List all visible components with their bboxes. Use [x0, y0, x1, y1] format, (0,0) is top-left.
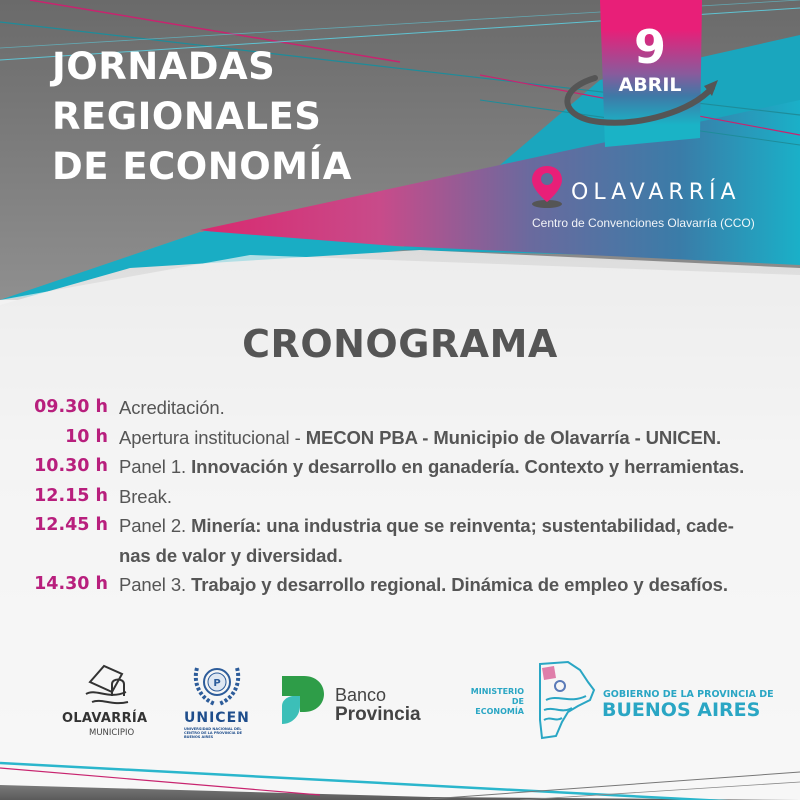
schedule-item — [0, 570, 800, 600]
schedule-description — [108, 452, 788, 482]
schedule-item — [0, 452, 800, 482]
description-bold: nas de valor y diversidad. — [119, 544, 343, 566]
description-bold: Innovación y desarrollo en ganadería. Contexto y herramientas. — [191, 456, 745, 477]
schedule-description — [108, 393, 788, 423]
schedule-time: 14.30 h — [34, 574, 108, 594]
ministerio-line2: ECONOMÍA — [475, 707, 524, 716]
banco-provincia-logo-icon — [282, 676, 324, 724]
unicen-emblem-icon — [191, 660, 243, 708]
schedule-description — [108, 423, 788, 453]
schedule-description — [108, 511, 788, 541]
schedule-item-continuation — [0, 541, 800, 571]
schedule-title: CRONOGRAMA — [242, 322, 558, 366]
unicen-logo-sub: UNIVERSIDAD NACIONAL DEL CENTRO DE LA PROVINCIA DE BUENOS AIRES — [184, 727, 243, 739]
description-text: Panel 2. — [119, 515, 192, 536]
location-pin-icon — [529, 164, 565, 210]
gobierno-logo-line2: BUENOS AIRES — [602, 699, 761, 721]
svg-text:P: P — [213, 678, 221, 689]
title-line-2: REGIONALES — [52, 95, 322, 138]
description-bold: Minería: una industria que se reinventa; sustentabilidad, cade- — [191, 515, 734, 536]
schedule-item — [0, 393, 800, 423]
schedule-list — [0, 393, 800, 600]
gobierno-logo-line1: GOBIERNO DE LA PROVINCIA DE — [603, 689, 774, 700]
ministerio-line1: MINISTERIO DE — [470, 687, 524, 706]
olavarria-logo-sub: MUNICIPIO — [89, 728, 135, 738]
event-month: ABRIL — [618, 74, 682, 96]
schedule-time: 10 h — [65, 426, 108, 447]
banco-logo-line1: Banco — [335, 685, 387, 705]
schedule-item — [0, 511, 800, 541]
schedule-time: 12.15 h — [34, 485, 108, 506]
description-text: Break. — [119, 485, 172, 507]
description-bold: MECON PBA - Municipio de Olavarría - UNICEN. — [305, 426, 722, 448]
schedule-description — [108, 482, 788, 512]
unicen-logo-name: UNICEN — [184, 710, 250, 726]
schedule-description — [108, 570, 788, 600]
description-text: Apertura institucional - — [119, 426, 306, 448]
location-venue: Centro de Convenciones Olavarría (CCO) — [532, 216, 755, 230]
schedule-description — [108, 541, 788, 571]
title-line-3: DE ECONOMÍA — [52, 145, 352, 188]
schedule-time: 10.30 h — [34, 456, 108, 476]
schedule-item — [0, 423, 800, 453]
description-text: Panel 1. — [119, 456, 192, 477]
location-city: OLAVARRÍA — [571, 180, 741, 205]
banco-logo-line2: Provincia — [335, 704, 421, 725]
title-line-1: JORNADAS — [52, 45, 276, 88]
description-bold: Trabajo y desarrollo regional. Dinámica de empleo y desafíos. — [191, 574, 728, 595]
schedule-time: 09.30 h — [34, 397, 108, 417]
event-title — [52, 42, 352, 192]
event-day: 9 — [633, 20, 666, 74]
description-text: Panel 3. — [119, 574, 192, 595]
schedule-item — [0, 482, 800, 512]
olavarria-logo-name: OLAVARRÍA — [62, 711, 148, 726]
olavarria-logo-icon — [82, 662, 132, 708]
schedule-time: 12.45 h — [34, 515, 108, 535]
description-text: Acreditación. — [119, 397, 225, 418]
buenos-aires-province-map-icon — [538, 660, 598, 740]
ministerio-logo — [462, 687, 524, 717]
